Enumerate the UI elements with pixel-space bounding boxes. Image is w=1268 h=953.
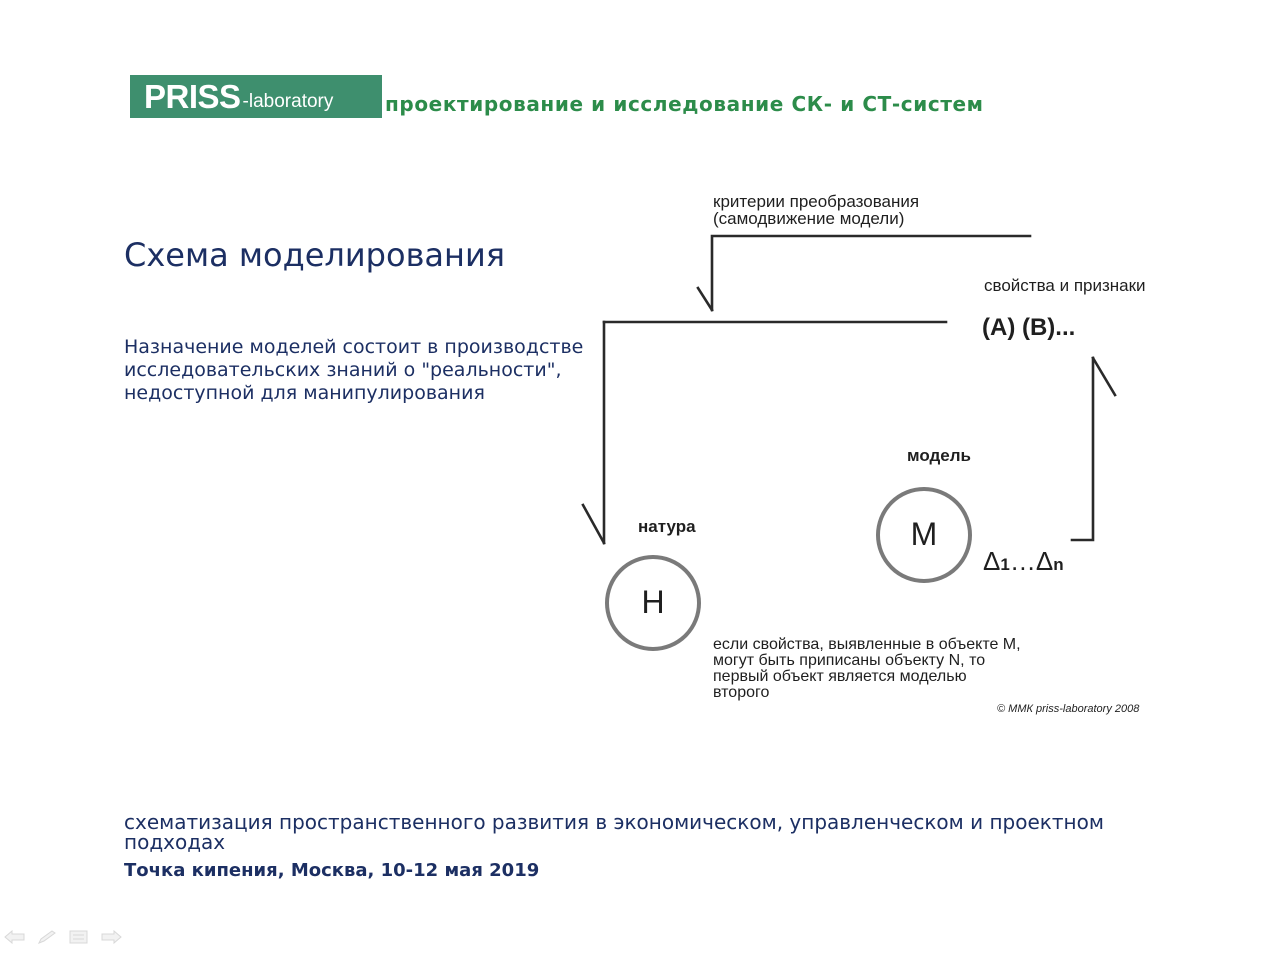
note-line4: второго [713,684,770,701]
nature-letter: Н [641,584,665,620]
delta-n-symbol: Δ [1035,546,1054,576]
criteria-arrow-line [712,236,1030,310]
model-letter: М [910,516,938,552]
header-tagline: проектирование и исследование СК- и СТ-систем [385,92,984,116]
logo-main-text: PRISS [144,78,241,115]
logo-sub-text: -laboratory [242,91,334,112]
copyright: © ММК priss-laboratory 2008 [997,703,1140,715]
back-arrow-icon[interactable] [2,928,28,946]
properties-value: (A) (B)... [982,314,1076,341]
note-line2: могут быть приписаны объекту N, то [713,652,986,669]
delta-1-sub: 1 [1000,555,1010,574]
footer-event: Точка кипения, Москва, 10-12 мая 2019 [124,860,540,881]
menu-icon[interactable] [66,928,92,946]
model-label: модель [907,446,972,465]
note-line1: если свойства, выявленные в объекте М, [713,636,1021,653]
delta-n-sub: n [1053,555,1064,574]
delta-ellipsis: … [1009,546,1036,576]
delta-1-symbol: Δ [983,546,1001,576]
slide-description: Назначение моделей состоит в производстве исследовательских знаний о "реальности", недоступной для манипулирования [124,336,584,404]
criteria-label-line2: (самодвижение модели) [713,209,905,228]
footer-subject: схематизация пространственного развития в экономическом, управленческом и проектном подходах [124,810,1104,854]
forward-arrow-icon[interactable] [98,928,124,946]
properties-label: свойства и признаки [984,276,1146,295]
delta-label [983,546,1064,576]
nature-label: натура [638,517,696,536]
criteria-arrow-tick [698,288,712,310]
slide-title: Схема моделирования [124,236,505,274]
nature-arrow-tick [583,505,604,543]
note-line3: первый объект является моделью [713,668,967,685]
model-return-line [1072,358,1093,540]
pen-icon[interactable] [34,928,60,946]
model-return-tick [1093,358,1115,395]
slideshow-nav [2,928,124,946]
criteria-label-line1: критерии преобразования [713,192,920,211]
